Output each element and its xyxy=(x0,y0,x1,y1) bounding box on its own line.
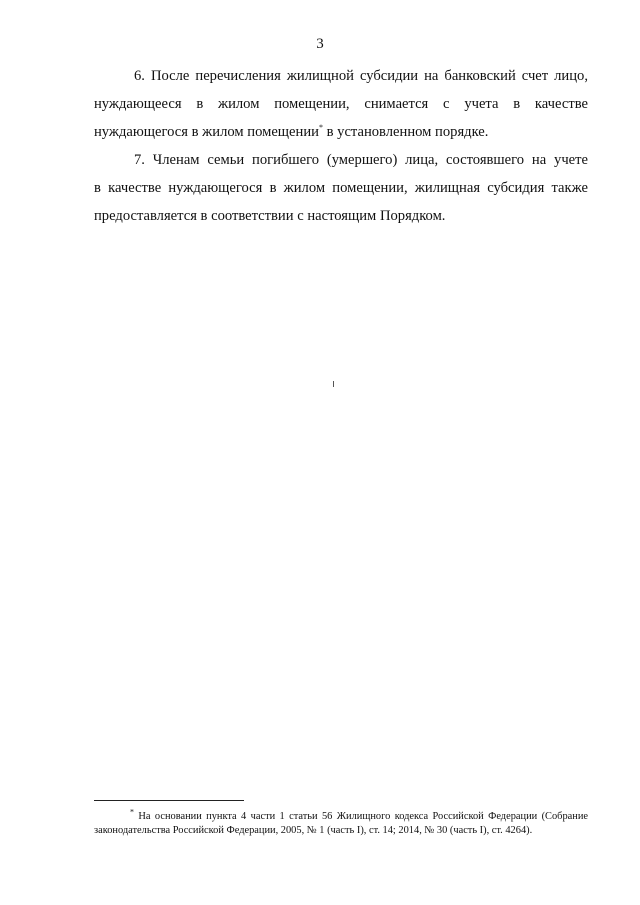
paragraph-6-line-3-text: нуждающегося в жилом помещении xyxy=(94,124,319,140)
paragraph-6 xyxy=(94,62,588,146)
paragraph-7-line-1: 7. Членам семьи погибшего (умершего) лица, состоявшего на учете xyxy=(134,152,588,168)
footnote-line-2: законодательства Российской Федерации, 2005, № 1 (часть I), ст. 14; 2014, № 30 (часть I), ст. 4264). xyxy=(94,825,533,836)
footnote-line-1 xyxy=(94,807,588,824)
paragraph-7-line-2: в качестве нуждающегося в жилом помещении, жилищная субсидия также xyxy=(94,180,588,196)
paragraph-7 xyxy=(94,146,588,230)
page-number: 3 xyxy=(316,36,324,52)
footnote-reference-mark[interactable]: * xyxy=(318,123,323,133)
footnote-line-1-text: На основании пункта 4 части 1 статьи 56 Жилищного кодекса Российской Федерации (Собрание xyxy=(134,811,588,822)
paragraph-6-line-2: нуждающееся в жилом помещении, снимается с учета в качестве xyxy=(94,96,588,112)
paragraph-6-line-3-tail: в установленном порядке. xyxy=(322,124,489,140)
footnote-divider xyxy=(94,800,244,801)
paragraph-7-line-3: предоставляется в соответствии с настоящим Порядком. xyxy=(94,208,446,224)
scan-artifact-mark xyxy=(333,381,334,387)
footnote xyxy=(94,807,588,838)
paragraph-6-line-1: 6. После перечисления жилищной субсидии на банковский счет лицо, xyxy=(134,68,588,84)
footnote-mark: * xyxy=(130,807,134,817)
paragraph-6-line-3 xyxy=(94,118,588,146)
